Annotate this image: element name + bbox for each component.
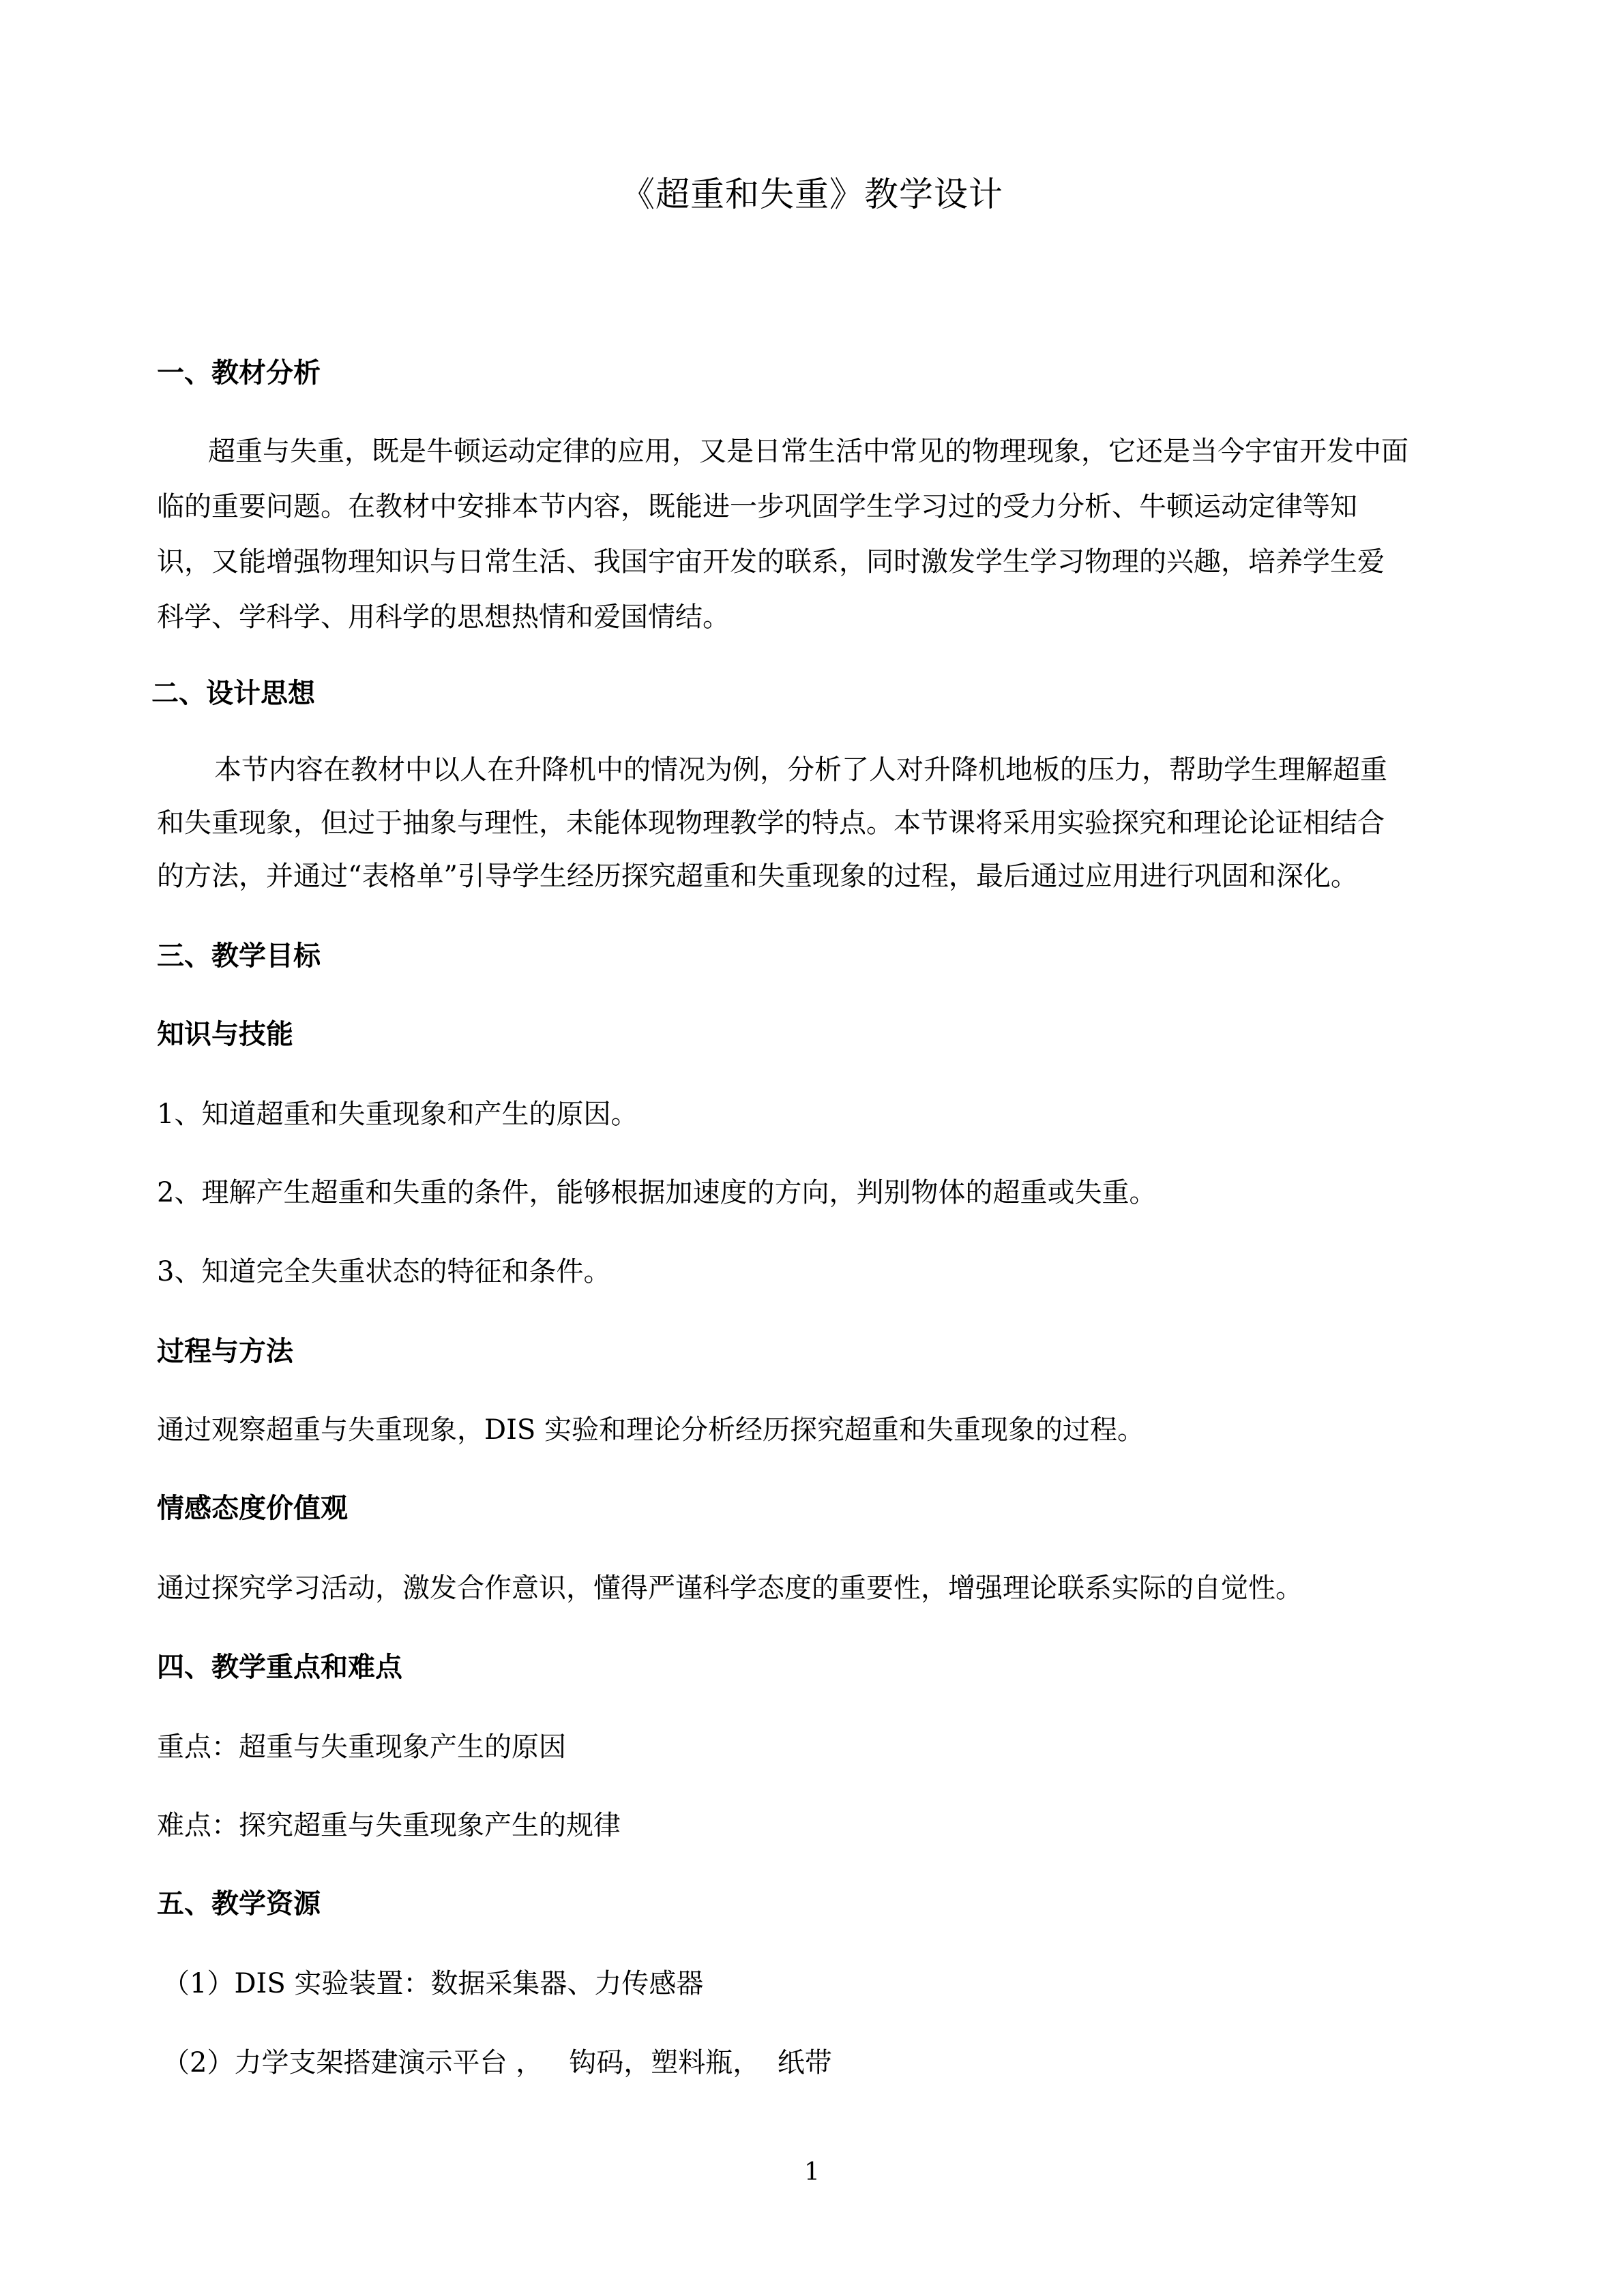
section-heading-key-points: 四、教学重点和难点 [157, 1652, 402, 1683]
subheading-attitude: 情感态度价值观 [157, 1493, 348, 1524]
section-heading-resources: 五、教学资源 [157, 1888, 321, 1920]
document-title: 《超重和失重》教学设计 [621, 175, 1003, 214]
subheading-process: 过程与方法 [157, 1336, 293, 1367]
section-heading-design: 二、设计思想 [151, 678, 315, 709]
paragraph-line: 识，又能增强物理知识与日常生活、我国宇宙开发的联系，同时激发学生学习物理的兴趣，培养学生爱 [157, 546, 1385, 578]
objective-item: 2、理解产生超重和失重的条件，能够根据加速度的方向，判别物体的超重或失重。 [157, 1177, 1157, 1208]
section-heading-materials: 一、教材分析 [157, 357, 321, 389]
paragraph-line: 和失重现象，但过于抽象与理性，未能体现物理教学的特点。本节课将采用实验探究和理论论证相结合 [157, 807, 1385, 839]
difficult-point-text: 难点：探究超重与失重现象产生的规律 [157, 1810, 621, 1841]
paragraph-line: 的方法，并通过“表格单”引导学生经历探究超重和失重现象的过程，最后通过应用进行巩固和深化。 [157, 861, 1358, 892]
section-heading-objectives: 三、教学目标 [157, 940, 321, 972]
page-number: 1 [804, 2158, 820, 2186]
key-point-text: 重点：超重与失重现象产生的原因 [157, 1731, 566, 1763]
objective-item: 1、知道超重和失重现象和产生的原因。 [157, 1099, 638, 1130]
paragraph-line: 本节内容在教材中以人在升降机中的情况为例，分析了人对升降机地板的压力，帮助学生理解超重 [214, 754, 1387, 786]
paragraph-line: 临的重要问题。在教材中安排本节内容，既能进一步巩固学生学习过的受力分析、牛顿运动定律等知 [157, 491, 1357, 522]
resource-item: （1）DIS 实验装置：数据采集器、力传感器 [162, 1968, 704, 1999]
paragraph-line: 超重与失重，既是牛顿运动定律的应用，又是日常生活中常见的物理现象，它还是当今宇宙开发中面 [208, 436, 1408, 467]
resource-item: （2）力学支架搭建演示平台 ， 钩码，塑料瓶， 纸带 [162, 2047, 832, 2078]
attitude-text: 通过探究学习活动，激发合作意识，懂得严谨科学态度的重要性，增强理论联系实际的自觉性。 [157, 1572, 1303, 1604]
subheading-knowledge: 知识与技能 [157, 1019, 293, 1050]
process-text: 通过观察超重与失重现象，DIS 实验和理论分析经历探究超重和失重现象的过程。 [157, 1414, 1145, 1446]
objective-item: 3、知道完全失重状态的特征和条件。 [157, 1256, 611, 1287]
paragraph-line: 科学、学科学、用科学的思想热情和爱国情结。 [157, 601, 730, 633]
